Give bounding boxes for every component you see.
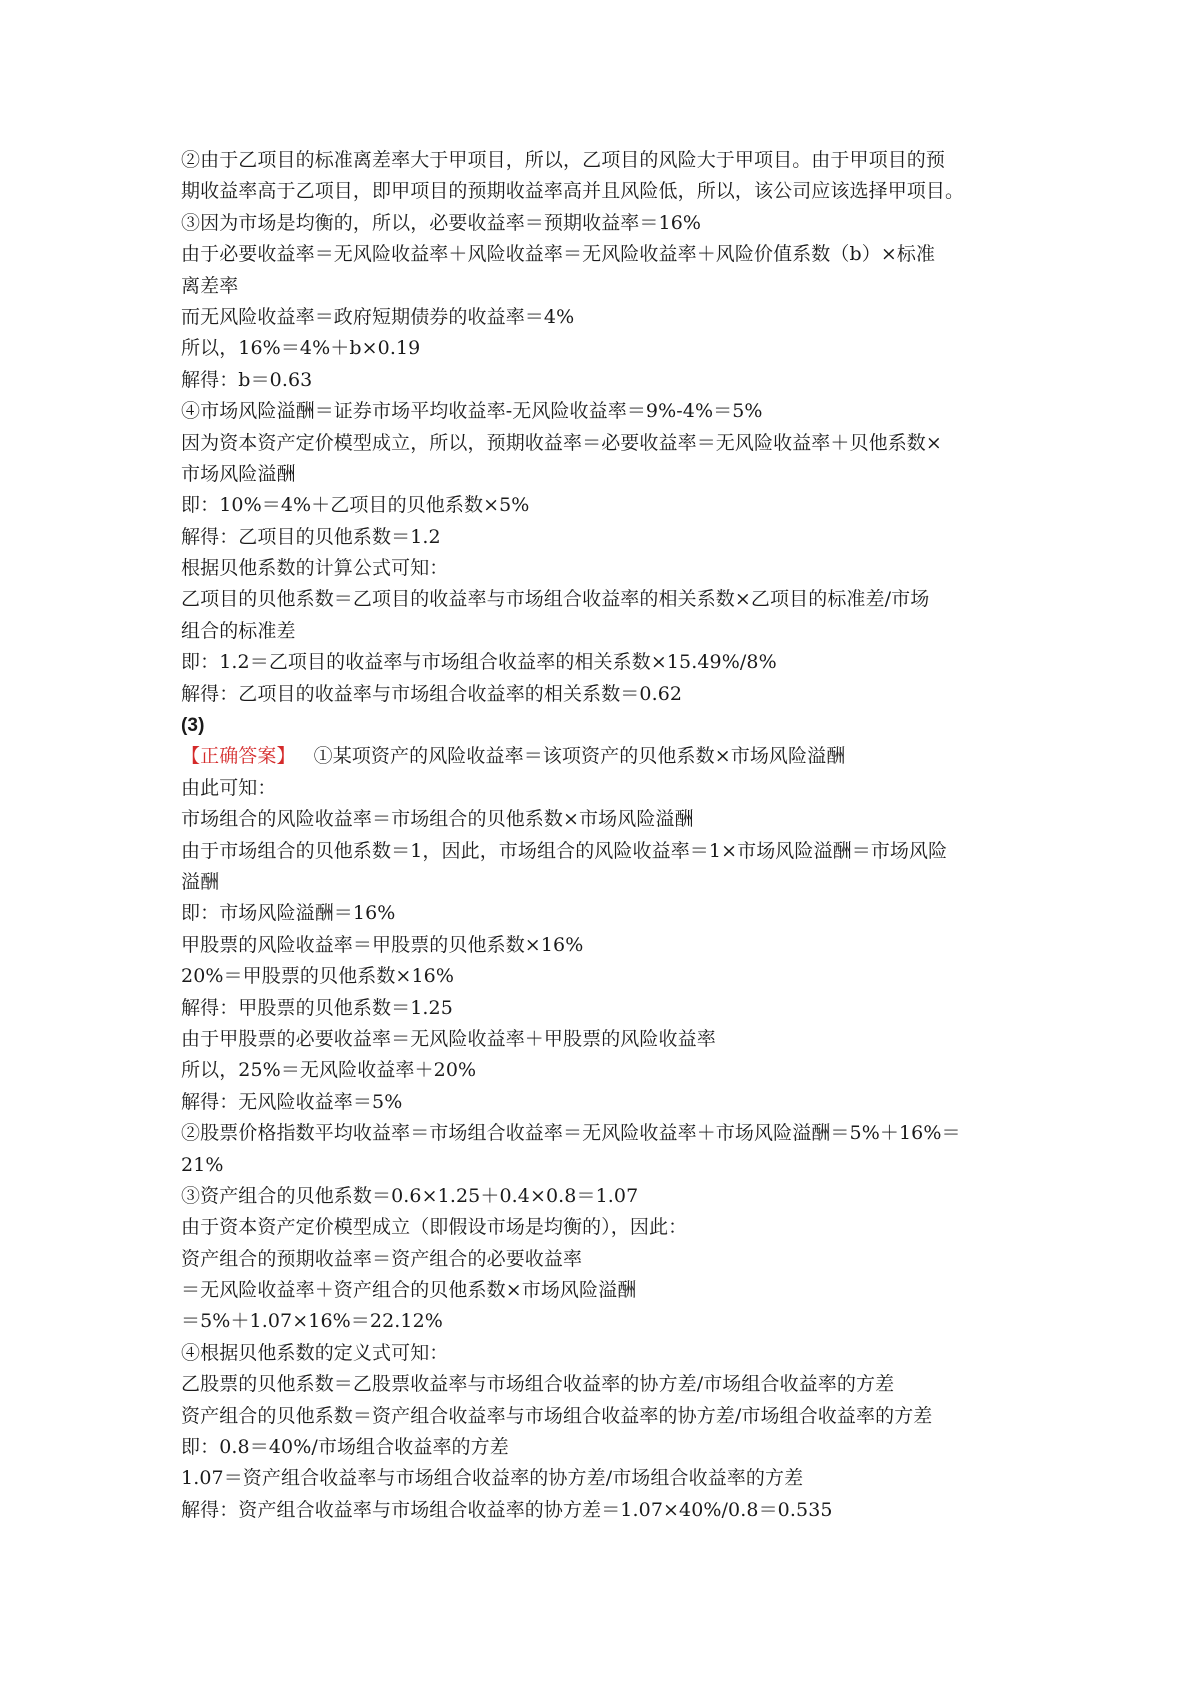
text-line: ④市场风险溢酬＝证券市场平均收益率-无风险收益率＝9%-4%＝5%	[181, 400, 763, 423]
text-line: 由于市场组合的贝他系数＝1，因此，市场组合的风险收益率＝1×市场风险溢酬＝市场风险	[181, 839, 948, 862]
text-line: 由此可知：	[181, 776, 277, 799]
text-line: ②由于乙项目的标准离差率大于甲项目，所以，乙项目的风险大于甲项目。由于甲项目的预	[181, 149, 946, 171]
text-line: ③因为市场是均衡的，所以，必要收益率＝预期收益率＝16%	[181, 211, 702, 234]
text-line: 乙股票的贝他系数＝乙股票收益率与市场组合收益率的协方差/市场组合收益率的方差	[181, 1373, 895, 1396]
text-line: ＝无风险收益率＋资产组合的贝他系数×市场风险溢酬	[181, 1279, 637, 1302]
text-line: 即：1.2＝乙项目的收益率与市场组合收益率的相关系数×15.49%/8%	[181, 651, 777, 674]
text-line: 甲股票的风险收益率＝甲股票的贝他系数×16%	[181, 933, 584, 956]
document-page	[181, 145, 1021, 1526]
section-heading: (3)	[181, 715, 205, 737]
text-line: ＝5%＋1.07×16%＝22.12%	[181, 1310, 443, 1333]
answer-text: ①某项资产的风险收益率＝该项资产的贝他系数×市场风险溢酬	[313, 745, 846, 768]
text-line: ③资产组合的贝他系数＝0.6×1.25＋0.4×0.8＝1.07	[181, 1184, 639, 1207]
text-line: 即：10%＝4%＋乙项目的贝他系数×5%	[181, 494, 530, 517]
text-line: 由于必要收益率＝无风险收益率＋风险收益率＝无风险收益率＋风险价值系数（b）×标准	[181, 243, 936, 266]
text-line: 解得：乙项目的贝他系数＝1.2	[181, 525, 441, 548]
text-line: 解得：无风险收益率＝5%	[181, 1090, 403, 1113]
text-line: 21%	[181, 1153, 224, 1176]
text-line: 资产组合的贝他系数＝资产组合收益率与市场组合收益率的协方差/市场组合收益率的方差	[181, 1404, 933, 1427]
text-line: 溢酬	[181, 870, 220, 893]
text-line: 由于甲股票的必要收益率＝无风险收益率＋甲股票的风险收益率	[181, 1027, 716, 1050]
answer-line	[181, 741, 1021, 772]
text-line: 解得：b＝0.63	[181, 368, 313, 391]
text-line: 而无风险收益率＝政府短期债券的收益率＝4%	[181, 305, 575, 328]
text-line: ④根据贝他系数的定义式可知：	[181, 1341, 449, 1364]
text-line: ②股票价格指数平均收益率＝市场组合收益率＝无风险收益率＋市场风险溢酬＝5%＋16%＝	[181, 1122, 961, 1145]
text-line: 组合的标准差	[181, 619, 296, 642]
text-line: 所以，25%＝无风险收益率＋20%	[181, 1059, 477, 1082]
text-line: 1.07＝资产组合收益率与市场组合收益率的协方差/市场组合收益率的方差	[181, 1467, 804, 1490]
text-line: 资产组合的预期收益率＝资产组合的必要收益率	[181, 1247, 583, 1270]
text-line: 根据贝他系数的计算公式可知：	[181, 557, 449, 580]
text-line: 乙项目的贝他系数＝乙项目的收益率与市场组合收益率的相关系数×乙项目的标准差/市场	[181, 588, 930, 611]
text-line: 因为资本资产定价模型成立，所以，预期收益率＝必要收益率＝无风险收益率＋贝他系数×	[181, 431, 942, 454]
text-line: 解得：资产组合收益率与市场组合收益率的协方差＝1.07×40%/0.8＝0.535	[181, 1498, 833, 1521]
text-line: 解得：乙项目的收益率与市场组合收益率的相关系数＝0.62	[181, 682, 683, 705]
text-line: 期收益率高于乙项目，即甲项目的预期收益率高并且风险低，所以，该公司应该选择甲项目。	[181, 180, 965, 203]
text-line: 所以，16%＝4%＋b×0.19	[181, 337, 421, 360]
correct-answer-tag: 【正确答案】	[181, 745, 296, 768]
text-line: 由于资本资产定价模型成立（即假设市场是均衡的），因此：	[181, 1216, 688, 1239]
text-line: 即：市场风险溢酬＝16%	[181, 902, 396, 925]
text-line: 即：0.8＝40%/市场组合收益率的方差	[181, 1436, 509, 1459]
text-line: 市场组合的风险收益率＝市场组合的贝他系数×市场风险溢酬	[181, 808, 694, 831]
text-line: 离差率	[181, 274, 239, 297]
text-line: 解得：甲股票的贝他系数＝1.25	[181, 996, 453, 1019]
text-line: 市场风险溢酬	[181, 462, 296, 485]
text-line: 20%＝甲股票的贝他系数×16%	[181, 965, 454, 988]
